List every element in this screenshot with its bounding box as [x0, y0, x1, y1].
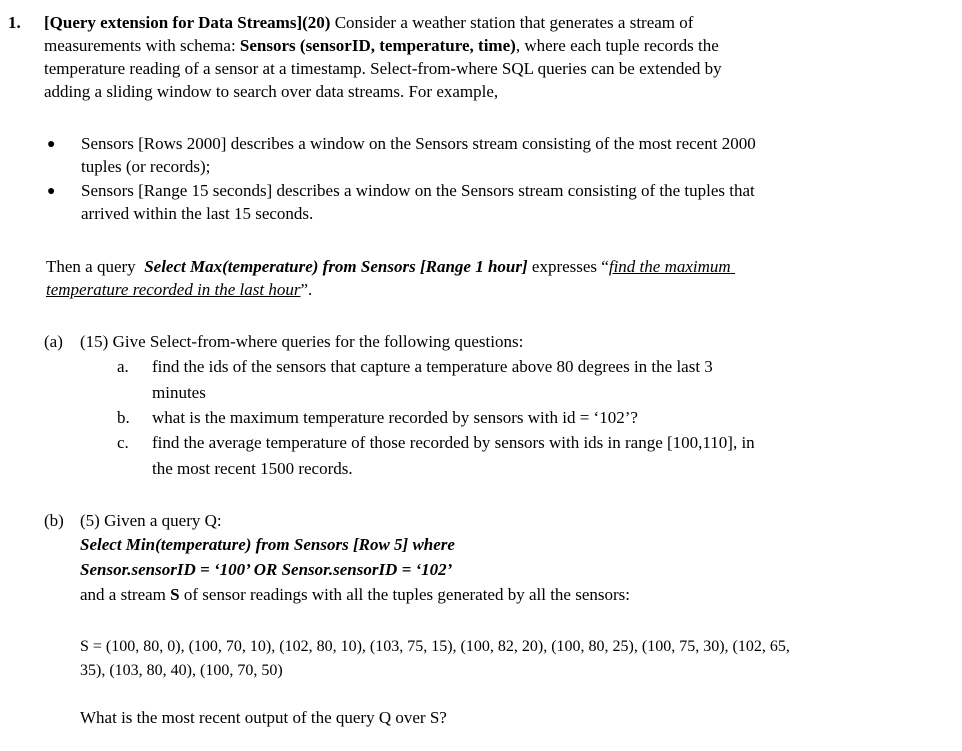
- part-a-item-a-line-1: find the ids of the sensors that capture a temperature above 80 degrees in the last 3: [152, 357, 713, 376]
- schema-text: Sensors (sensorID, temperature, time): [239, 36, 516, 55]
- bullet-2-line-2: arrived within the last 15 seconds.: [81, 204, 314, 223]
- example-meaning-2: temperature recorded in the last hour: [46, 280, 301, 299]
- part-a-label: (a): [44, 332, 63, 351]
- final-question: What is the most recent output of the query Q over S?: [80, 708, 447, 727]
- stream-name: S: [170, 585, 180, 604]
- bullet-icon: ●: [47, 184, 56, 199]
- bullet-icon: ●: [47, 137, 56, 152]
- question-line-1: [44, 11, 693, 34]
- part-a-item-b-line-1: what is the maximum temperature recorded by sensors with id = ‘102’?: [152, 408, 638, 427]
- example-meaning-1: find the maximum: [608, 257, 731, 276]
- question-line-2: [44, 34, 719, 57]
- example-suffix: ”.: [300, 280, 313, 299]
- example-query: Select Max(temperature) from Sensors [Range 1 hour]: [144, 257, 528, 276]
- part-a-header: (15) Give Select-from-where queries for the following questions:: [80, 332, 524, 351]
- intro-text-3: temperature reading of a sensor at a timestamp. Select-from-where SQL queries can be extended by: [44, 59, 722, 78]
- question-title: [Query extension for Data Streams](20): [44, 13, 331, 32]
- stream-prefix: and a stream: [80, 585, 166, 604]
- part-a-item-a-label: a.: [117, 357, 129, 376]
- part-b-query-line-2: Sensor.sensorID = ‘100’ OR Sensor.sensorID = ‘102’: [80, 560, 453, 579]
- stream-suffix: of sensor readings with all the tuples generated by all the sensors:: [183, 585, 631, 604]
- example-line-1: [46, 255, 735, 278]
- example-expresses: expresses “: [531, 257, 609, 276]
- part-a-item-b-label: b.: [117, 408, 130, 427]
- bullet-1-line-1: Sensors [Rows 2000] describes a window on the Sensors stream consisting of the most recent 2000: [81, 134, 756, 153]
- part-b-label: (b): [44, 511, 64, 530]
- intro-text-2b: , where each tuple records the: [515, 36, 719, 55]
- example-line-2: [46, 278, 312, 301]
- example-prefix: Then a query: [46, 257, 136, 276]
- bullet-2-line-1: Sensors [Range 15 seconds] describes a window on the Sensors stream consisting of the tuples that: [81, 181, 755, 200]
- intro-text-2a: measurements with schema:: [44, 36, 236, 55]
- part-b-header: (5) Given a query Q:: [80, 511, 222, 530]
- stream-values-line-1: S = (100, 80, 0), (100, 70, 10), (102, 80, 10), (103, 75, 15), (100, 82, 20), (100, 80, 25), (100, 75, 30), (102, 65,: [80, 638, 790, 655]
- part-b-stream-line: [80, 583, 630, 606]
- part-b-query-line-1: Select Min(temperature) from Sensors [Row 5] where: [80, 535, 455, 554]
- question-number: 1.: [8, 13, 21, 32]
- bullet-1-line-2: tuples (or records);: [81, 157, 211, 176]
- intro-text-4: adding a sliding window to search over data streams. For example,: [44, 82, 499, 101]
- intro-text-1: Consider a weather station that generates a stream of: [334, 13, 694, 32]
- part-a-item-a-line-2: minutes: [152, 383, 206, 402]
- part-a-item-c-line-2: the most recent 1500 records.: [152, 459, 353, 478]
- stream-values-line-2: 35), (103, 80, 40), (100, 70, 50): [80, 662, 283, 679]
- part-a-item-c-label: c.: [117, 433, 129, 452]
- part-a-item-c-line-1: find the average temperature of those recorded by sensors with ids in range [100,110], in: [152, 433, 755, 452]
